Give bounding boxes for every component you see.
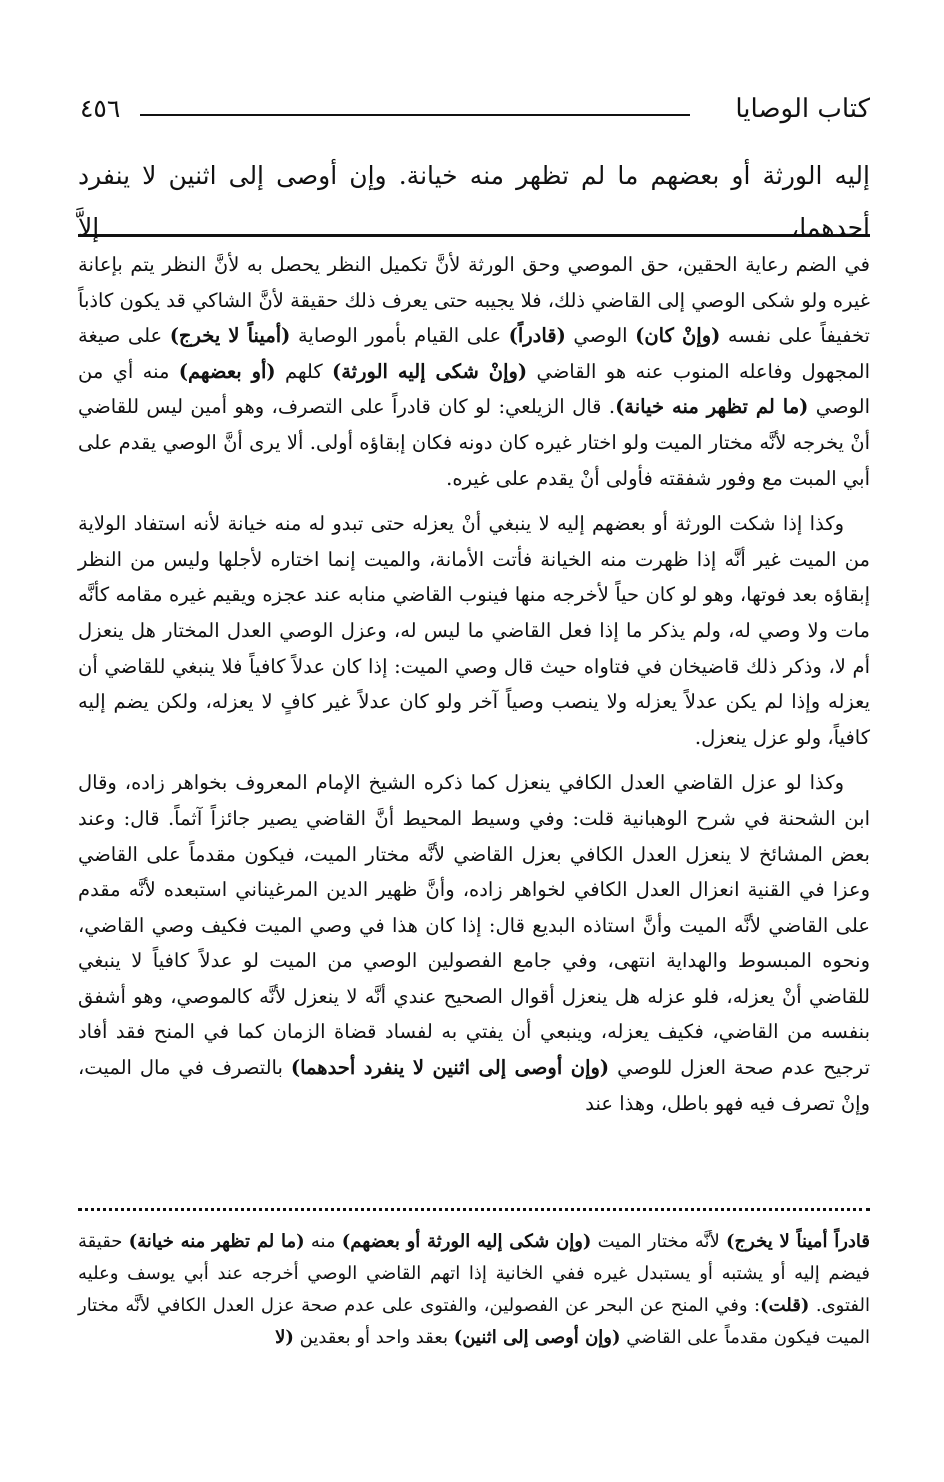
footnote-gloss (78, 1226, 870, 1354)
sharh-paragraph-3: وكذا لو عزل القاضي العدل الكافي ينعزل كما ذكره الشيخ الإمام المعروف بخواهر زاده، وقال ابن الشحنة في شرح الوهبانية قلت: وفي وسيط المحيط أنَّ القاضي يصير جائزاً آثماً. قال: وعند بعض المشائخ لا ينعزل العدل الكافي بعزل القاضي لأنَّه مختار الميت، فيكون مقدماً على القاضي وعزا في القنية انعزال العدل الكافي لخواهر زاده، وأنَّ ظهير الدين المرغيناني استبعده لأنَّه مقدم على القاضي لأنَّه الميت وأنَّ استاذه البديع قال: إذا كان هذا في وصي الميت فكيف وصي القاضي، ونحوه المبسوط والهداية انتهى، وفي جامع الفصولين الوصي من الميت لو عدلاً كافياً لا ينبغي للقاضي أنْ يعزله، فلو عزله هل ينعزل أقوال الصحيح عندي أنَّه لا ينعزل لأنَّه كالموصي، وهو أشفق بنفسه من القاضي، فكيف يعزله، وينبعي أن يفتي به لفساد قضاة الزمان كما في المنح فقد أفاد ترجيح عدم صحة العزل للوصي (وإن أوصى إلى اثنين لا ينفرد أحدهما) بالتصرف في مال الميت، وإنْ تصرف فيه فهو باطل، وهذا عند (78, 771, 870, 1115)
sharh-paragraph-2: وكذا إذا شكت الورثة أو بعضهم إليه لا ينبغي أنْ يعزله حتى تبدو له منه خيانة لأنه استفاد الولاية من الميت غير أنَّه إذا ظهرت منه الخيانة فأتت الأمانة، والميت إنما اختاره لأجلها وليس من النظر إبقاؤه بعد فوتها، وهو لو كان حياً لأخرجه منها فينوب القاضي منابه عند عجزه ويقيم غيره مقامه كأنَّه مات ولا وصي له، ولم يذكر ما إذا فعل القاضي ما ليس له، وعزل الوصي العدل المختار هل ينعزل أم لا، وذكر ذلك قاضيخان في فتاواه حيث قال وصي الميت: إذا كان عدلاً كافياً فلا ينبغي للقاضي أن يعزله وإذا لم يكن عدلاً يعزله ولا ينصب وصياً آخر ولو كان عدلاً غير كافٍ لا يعزله، ولكن يضم إليه كافياً، ولو عزل ينعزل. (78, 512, 870, 749)
sharh-paragraph-1: في الضم رعاية الحقين، حق الموصي وحق الورثة لأنَّ تكميل النظر يحصل به لأنَّ النظر يتم بإعانة غيره ولو شكى الوصي إلى القاضي ذلك، فلا يجيبه حتى يعرف ذلك حقيقة لأنَّ الشاكي قد يكون كاذباً تخفيفاً على نفسه (وإنْ كان) الوصي (قادراً) على القيام بأمور الوصاية (أميناً لا يخرج) على صيغة المجهول وفاعله المنوب عنه هو القاضي (وإنْ شكى إليه الورثة) كلهم (أو بعضهم) منه أي من الوصي (ما لم تظهر منه خيانة). قال الزيلعي: لو كان قادراً على التصرف، وهو أمين ليس للقاضي أنْ يخرجه لأنَّه مختار الميت ولو اختار غيره كان دونه فكان إبقاؤه أولى. ألا يرى أنَّ الوصي يقدم على أبي المبت مع وفور شفقته فأولى أنْ يقدم على غيره. (78, 253, 870, 490)
page-header (80, 92, 870, 132)
footnote-paragraph: قادراً أميناً لا يخرج) لأنَّه مختار الميت (وإن شكى إليه الورثة أو بعضهم) منه (ما لم تظهر منه خيانة) حقيقة فيضم إليه أو يشتبه أو يستبدل غيره ففي الخانية إذا اتهم القاضي الوصي أخرجه عند أبي يوسف وعليه الفتوى. (قلت): وفي المنح عن البحر عن الفصولين، والفتوى على عدم صحة عزل العدل الكافي لأنَّه مختار الميت فيكون مقدماً على القاضي (وإن أوصى إلى اثنين) بعقد واحد أو بعقدين (لا (78, 1231, 870, 1348)
header-rule (140, 114, 690, 116)
footnote-separator (78, 1208, 870, 1211)
matn-text: إليه الورثة أو بعضهم ما لم تظهر منه خيانة. وإن أوصى إلى اثنين لا ينفرد أحدهما، إلاَّ (78, 161, 870, 242)
sharh-commentary (78, 247, 870, 1131)
book-title: كتاب الوصايا (735, 94, 870, 124)
matn-separator (78, 234, 870, 237)
page-number: ٤٥٦ (80, 94, 121, 123)
